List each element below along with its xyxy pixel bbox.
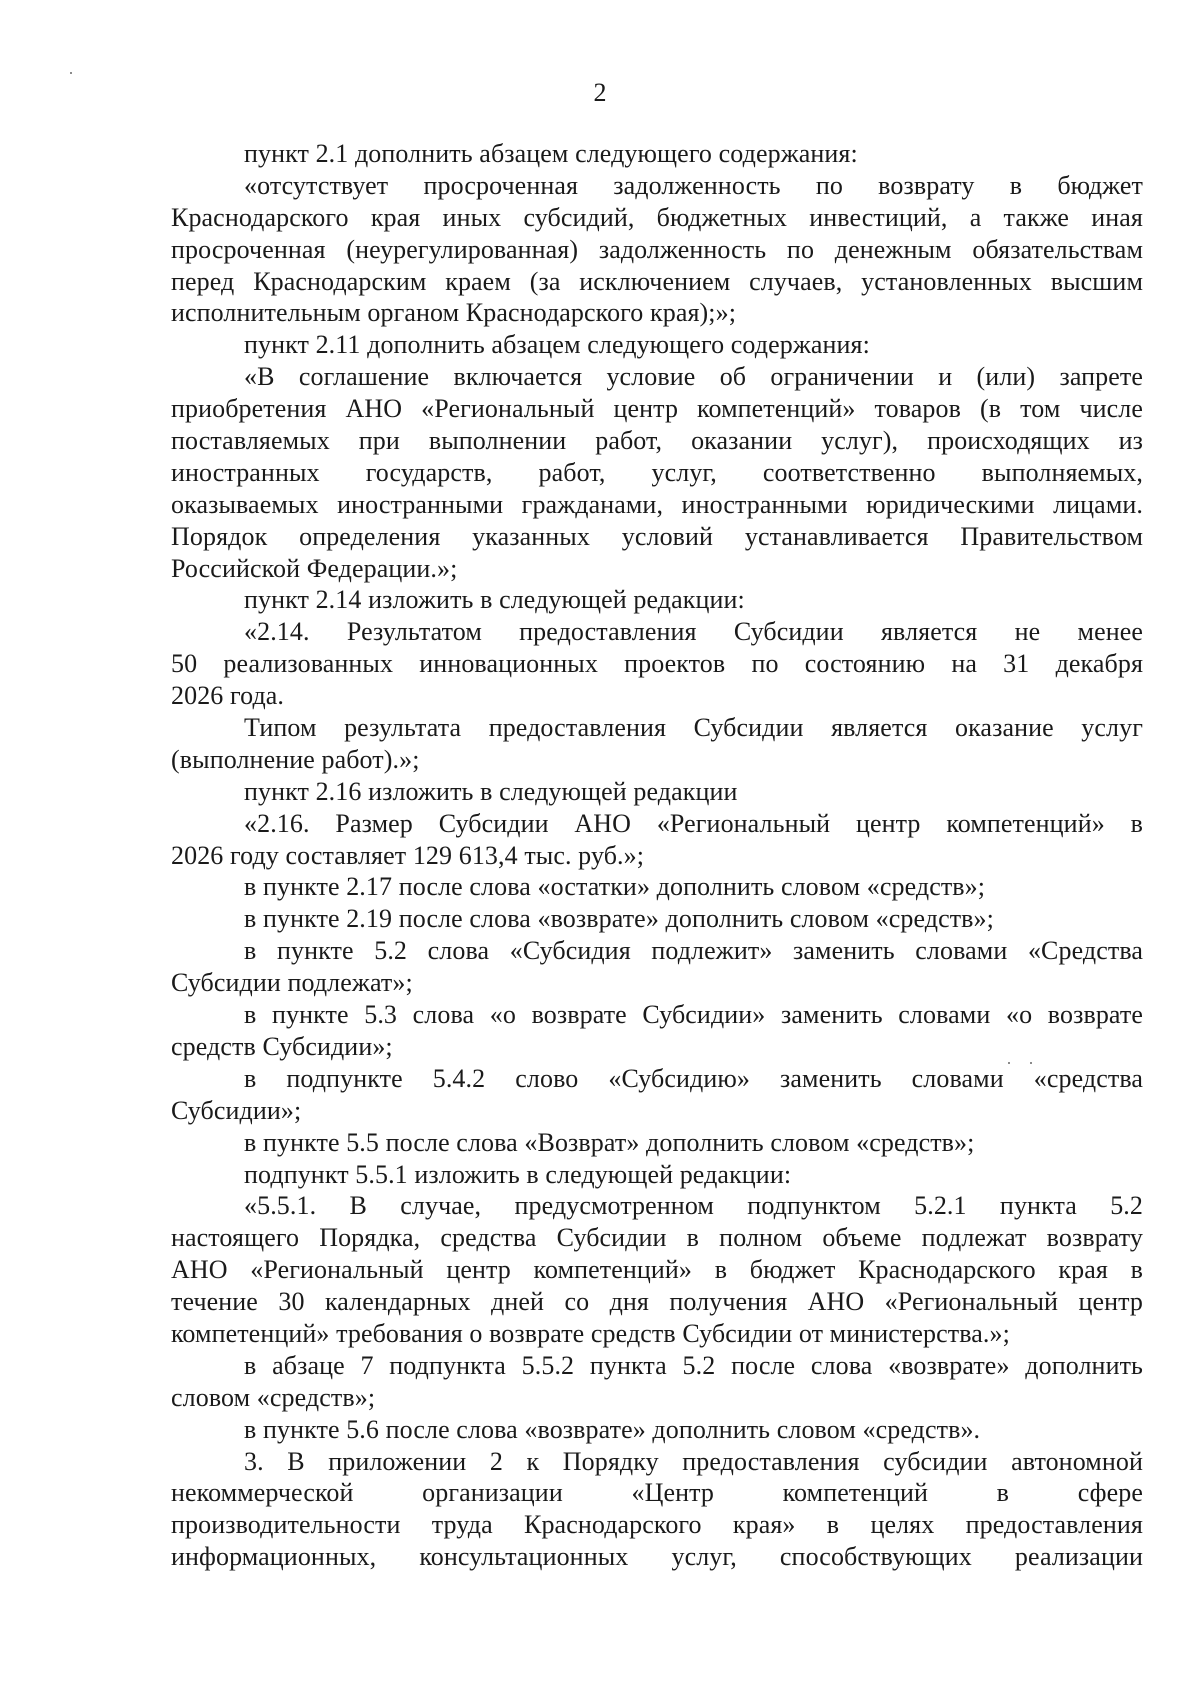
text-line: перед Краснодарским краем (за исключением случаев, установленных высшим	[171, 266, 1143, 296]
text-line: иностранных государств, работ, услуг, соответственно выполняемых,	[171, 457, 1143, 487]
text-line: в пункте 2.19 после слова «возврате» дополнить словом «средств»;	[244, 904, 994, 934]
text-line: исполнительным органом Краснодарского края);»;	[171, 298, 737, 328]
text-line: 2026 году составляет 129 613,4 тыс. руб.»;	[171, 840, 645, 870]
page-number: 2	[593, 78, 607, 107]
text-line: (выполнение работ).»;	[171, 744, 420, 774]
text-line: «В соглашение включается условие об ограничении и (или) запрете	[244, 362, 1143, 392]
text-line: 2026 года.	[171, 681, 285, 711]
text-line: Краснодарского края иных субсидий, бюджетных инвестиций, а также иная	[171, 202, 1143, 232]
scan-speck	[1008, 1062, 1010, 1064]
text-line: производительности труда Краснодарского края» в целях предоставления	[171, 1510, 1143, 1540]
text-line: АНО «Региональный центр компетенций» в бюджет Краснодарского края в	[171, 1255, 1143, 1285]
text-line: Порядок определения указанных условий устанавливается Правительством	[171, 521, 1143, 551]
document-body	[171, 138, 1143, 1573]
text-line: словом «средств»;	[171, 1382, 376, 1412]
text-line: «2.16. Размер Субсидии АНО «Региональный центр компетенций» в	[244, 808, 1143, 838]
text-line: «отсутствует просроченная задолженность по возврату в бюджет	[244, 170, 1143, 200]
text-line: некоммерческой организации «Центр компетенций в сфере	[171, 1478, 1143, 1508]
text-line: «2.14. Результатом предоставления Субсидии является не менее	[244, 617, 1143, 647]
text-line: компетенций» требования о возврате средств Субсидии от министерства.»;	[171, 1318, 1010, 1348]
text-line: Типом результата предоставления Субсидии является оказание услуг	[244, 713, 1143, 743]
text-line: в абзаце 7 подпункта 5.5.2 пункта 5.2 после слова «возврате» дополнить	[244, 1350, 1143, 1380]
text-line: «5.5.1. В случае, предусмотренном подпунктом 5.2.1 пункта 5.2	[244, 1191, 1143, 1221]
text-line: Российской Федерации.»;	[171, 553, 458, 583]
text-line: 50 реализованных инновационных проектов по состоянию на 31 декабря	[171, 649, 1143, 679]
text-line: в пункте 5.3 слова «о возврате Субсидии» заменить словами «о возврате	[244, 1000, 1143, 1030]
text-line: приобретения АНО «Региональный центр компетенций» товаров (в том числе	[171, 394, 1143, 424]
text-line: средств Субсидии»;	[171, 1031, 393, 1061]
text-line: пункт 2.16 изложить в следующей редакции	[244, 776, 738, 806]
text-line: поставляемых при выполнении работ, оказании услуг), происходящих из	[171, 426, 1143, 456]
text-line: Субсидии подлежат»;	[171, 968, 413, 998]
text-line: в пункте 5.6 после слова «возврате» дополнить словом «средств».	[244, 1414, 981, 1444]
scan-speck	[70, 72, 72, 74]
text-line: пункт 2.11 дополнить абзацем следующего содержания:	[244, 330, 870, 360]
text-line: Субсидии»;	[171, 1095, 302, 1125]
text-line: информационных, консультационных услуг, способствующих реализации	[171, 1542, 1143, 1572]
text-line: в пункте 5.5 после слова «Возврат» дополнить словом «средств»;	[244, 1127, 975, 1157]
text-line: в подпункте 5.4.2 слово «Субсидию» заменить словами «средства	[244, 1063, 1143, 1093]
text-line: в пункте 2.17 после слова «остатки» дополнить словом «средств»;	[244, 872, 986, 902]
text-line: оказываемых иностранными гражданами, иностранными юридическими лицами.	[171, 489, 1143, 519]
text-line: течение 30 календарных дней со дня получения АНО «Региональный центр	[171, 1287, 1143, 1317]
text-line: настоящего Порядка, средства Субсидии в полном объеме подлежат возврату	[171, 1223, 1143, 1253]
text-line: 3. В приложении 2 к Порядку предоставления субсидии автономной	[244, 1446, 1143, 1476]
text-line: пункт 2.14 изложить в следующей редакции:	[244, 585, 745, 615]
text-line: подпункт 5.5.1 изложить в следующей редакции:	[244, 1159, 792, 1189]
text-line: в пункте 5.2 слова «Субсидия подлежит» заменить словами «Средства	[244, 936, 1143, 966]
scan-speck	[1030, 1062, 1032, 1064]
text-line: просроченная (неурегулированная) задолженность по денежным обязательствам	[171, 234, 1143, 264]
text-line: пункт 2.1 дополнить абзацем следующего содержания:	[244, 139, 858, 168]
